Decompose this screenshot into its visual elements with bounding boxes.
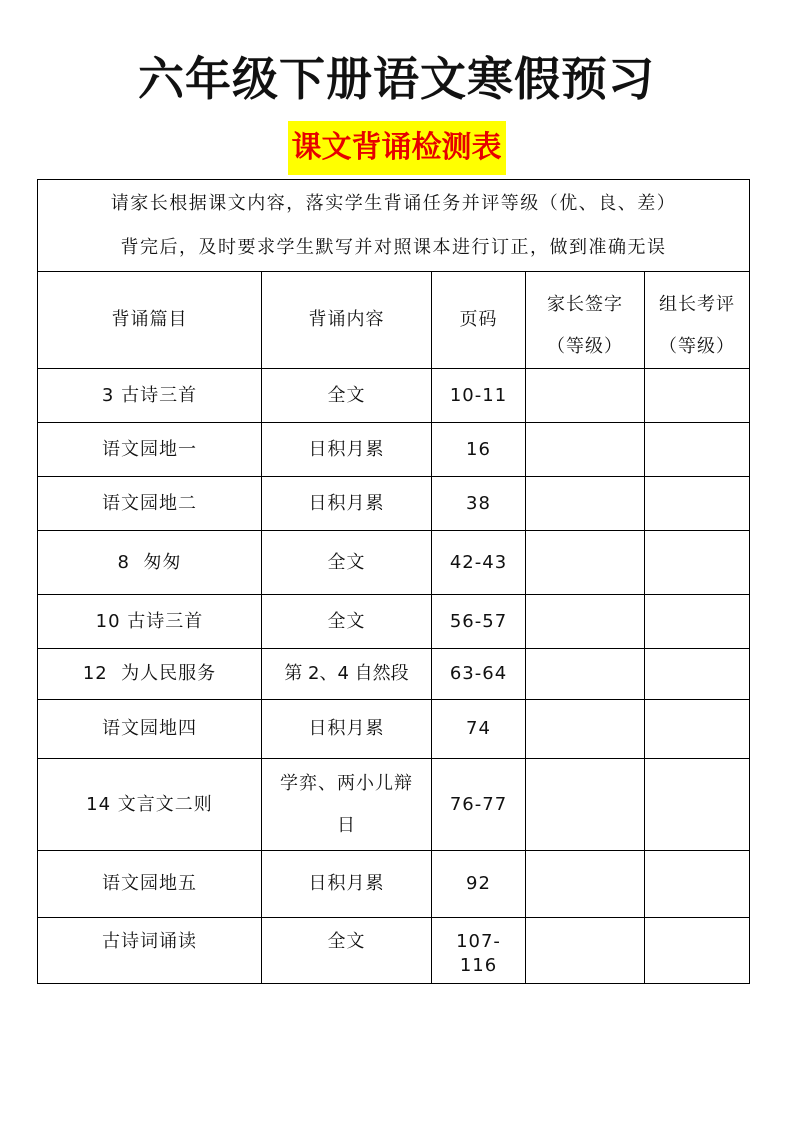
- content-cell: 全文: [262, 369, 432, 423]
- leader-grade-cell[interactable]: [645, 423, 750, 477]
- page-cell: 92: [432, 851, 526, 918]
- leader-grade-cell[interactable]: [645, 369, 750, 423]
- header-leader-line2: （等级）: [659, 336, 735, 357]
- chapter-cell: 10 古诗三首: [38, 595, 262, 649]
- chapter-cell: 3 古诗三首: [38, 369, 262, 423]
- table-row: [38, 649, 750, 700]
- header-content: 背诵内容: [262, 272, 432, 369]
- header-parent-line1: 家长签字: [547, 294, 623, 315]
- leader-grade-cell[interactable]: [645, 649, 750, 700]
- page-cell: 56-57: [432, 595, 526, 649]
- header-leader-review: [645, 272, 750, 369]
- content-cell: 日积月累: [262, 477, 432, 531]
- parent-grade-cell[interactable]: [526, 918, 645, 984]
- parent-grade-cell[interactable]: [526, 851, 645, 918]
- parent-grade-cell[interactable]: [526, 531, 645, 595]
- leader-grade-cell[interactable]: [645, 700, 750, 759]
- recitation-table: [37, 179, 750, 984]
- leader-grade-cell[interactable]: [645, 918, 750, 984]
- parent-grade-cell[interactable]: [526, 369, 645, 423]
- leader-grade-cell[interactable]: [645, 477, 750, 531]
- table-row: [38, 477, 750, 531]
- chapter-cell: 12 为人民服务: [38, 649, 262, 700]
- chapter-cell: 8 匆匆: [38, 531, 262, 595]
- table-row: [38, 369, 750, 423]
- subtitle: 课文背诵检测表: [288, 121, 506, 175]
- page-cell: 42-43: [432, 531, 526, 595]
- table-row: [38, 918, 750, 984]
- parent-grade-cell[interactable]: [526, 423, 645, 477]
- header-row: [38, 272, 750, 369]
- parent-grade-cell[interactable]: [526, 759, 645, 851]
- intro-line-1: 请家长根据课文内容，落实学生背诵任务并评等级（优、良、差）: [110, 192, 677, 214]
- chapter-cell: 14 文言文二则: [38, 759, 262, 851]
- page-cell: 76-77: [432, 759, 526, 851]
- header-parent-signature: [526, 272, 645, 369]
- table-row: [38, 423, 750, 477]
- page-cell: 107-116: [432, 918, 526, 984]
- content-line-1: 学弈、两小儿辩: [280, 772, 413, 794]
- header-parent-line2: （等级）: [547, 336, 623, 357]
- parent-grade-cell[interactable]: [526, 595, 645, 649]
- page-title: 六年级下册语文寒假预习: [138, 52, 655, 106]
- content-cell: 全文: [262, 531, 432, 595]
- chapter-cell: 语文园地二: [38, 477, 262, 531]
- parent-grade-cell[interactable]: [526, 477, 645, 531]
- content-cell: 日积月累: [262, 423, 432, 477]
- page-cell: 16: [432, 423, 526, 477]
- content-cell: 日积月累: [262, 851, 432, 918]
- chapter-cell: 语文园地一: [38, 423, 262, 477]
- header-page: 页码: [432, 272, 526, 369]
- page-cell: 38: [432, 477, 526, 531]
- page-cell: 10-11: [432, 369, 526, 423]
- chapter-cell: 语文园地五: [38, 851, 262, 918]
- table-row: [38, 595, 750, 649]
- leader-grade-cell[interactable]: [645, 531, 750, 595]
- intro-row: [38, 180, 750, 272]
- page-cell: 63-64: [432, 649, 526, 700]
- chapter-cell: 古诗词诵读: [38, 918, 262, 984]
- chapter-cell: 语文园地四: [38, 700, 262, 759]
- table-row: [38, 531, 750, 595]
- header-leader-line1: 组长考评: [659, 294, 735, 315]
- intro-cell: [38, 180, 750, 272]
- table-row: [38, 851, 750, 918]
- intro-line-2: 背完后，及时要求学生默写并对照课本进行订正，做到准确无误: [120, 236, 667, 258]
- page-cell: 74: [432, 700, 526, 759]
- leader-grade-cell[interactable]: [645, 595, 750, 649]
- header-chapter: 背诵篇目: [38, 272, 262, 369]
- leader-grade-cell[interactable]: [645, 851, 750, 918]
- content-cell: 日积月累: [262, 700, 432, 759]
- content-cell: 第 2、4 自然段: [262, 649, 432, 700]
- parent-grade-cell[interactable]: [526, 649, 645, 700]
- table-row: [38, 700, 750, 759]
- content-line-2: 日: [337, 814, 356, 836]
- table-row: [38, 759, 750, 851]
- content-cell: 全文: [262, 918, 432, 984]
- subtitle-banner: [0, 121, 793, 175]
- content-cell: 全文: [262, 595, 432, 649]
- parent-grade-cell[interactable]: [526, 700, 645, 759]
- content-cell: [262, 759, 432, 851]
- leader-grade-cell[interactable]: [645, 759, 750, 851]
